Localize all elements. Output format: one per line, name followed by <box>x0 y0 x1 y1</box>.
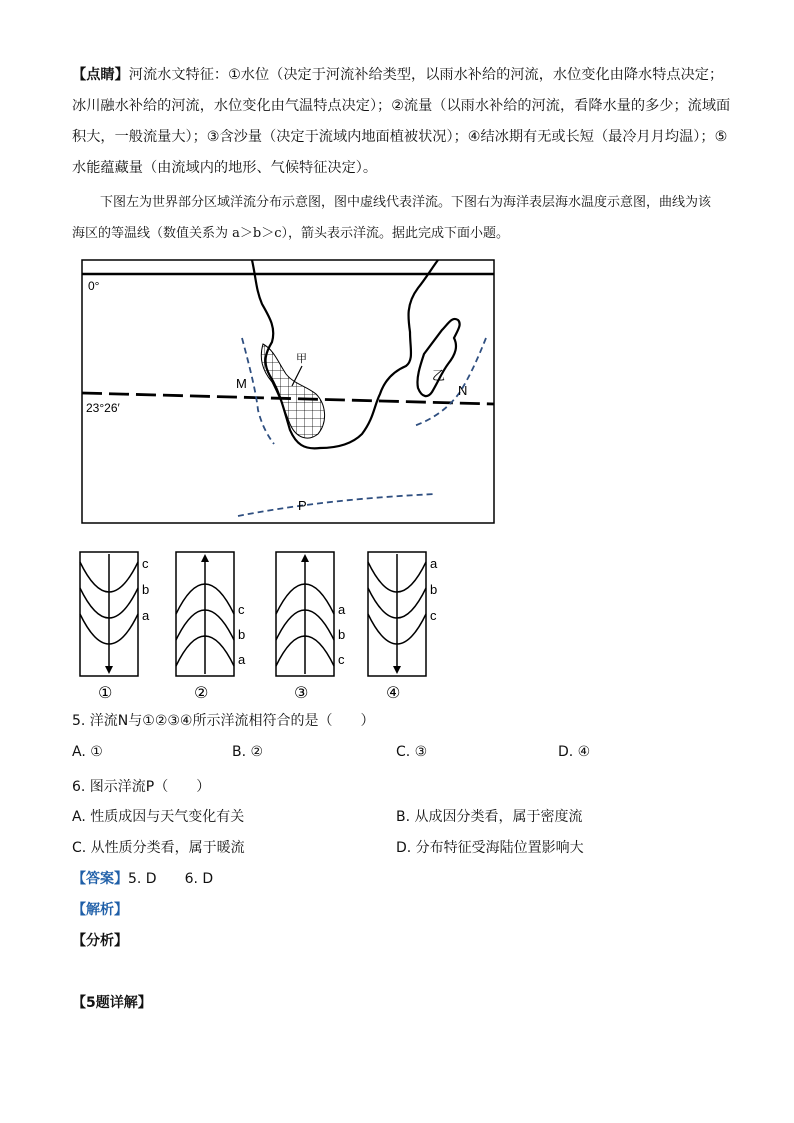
isotherm-panel-4 <box>366 550 456 710</box>
question-5-option-d[interactable]: D. ④ <box>558 744 591 760</box>
isotherm-panels <box>78 550 498 710</box>
question-5-stem: 5. 洋流N与①②③④所示洋流相符合的是（ ） <box>72 713 375 729</box>
panel-1-label-1: c <box>142 556 149 571</box>
label-jia: 甲 <box>296 353 307 365</box>
question-6-stem: 6. 图示洋流P（ ） <box>72 779 211 795</box>
answer-line <box>72 868 213 888</box>
panel-3-label-2: b <box>338 627 346 642</box>
panel-4-label-1: a <box>430 556 438 571</box>
panel-3-label-3: c <box>338 652 345 667</box>
equator-label: 0° <box>88 279 100 293</box>
panel-3-label-1: a <box>338 602 346 617</box>
label-m: M <box>236 376 247 391</box>
panel-2-label-3: a <box>238 652 246 667</box>
question-6-option-a[interactable]: A. 性质成因与天气变化有关 <box>72 809 245 825</box>
question-5-option-a[interactable]: A. ① <box>72 744 103 760</box>
answer-text: 5. D 6. D <box>128 871 214 887</box>
question-5-option-b[interactable]: B. ② <box>232 744 264 760</box>
question-6-option-c[interactable]: C. 从性质分类看，属于暖流 <box>72 840 245 856</box>
panel-3-number: ③ <box>294 685 309 702</box>
answer-tag: 【答案】 <box>72 871 128 887</box>
label-p: P <box>298 498 307 513</box>
question-6-option-b[interactable]: B. 从成因分类看，属于密度流 <box>396 809 583 825</box>
panel-1-label-2: b <box>142 582 150 597</box>
isotherm-panel-1 <box>78 550 168 710</box>
panel-4-label-2: b <box>430 582 438 597</box>
question-6-option-d[interactable]: D. 分布特征受海陆位置影响大 <box>396 840 584 856</box>
panel-4-number: ④ <box>386 685 401 702</box>
panel-1-number: ① <box>98 685 113 702</box>
isotherm-panel-3 <box>274 550 364 710</box>
fenxi-heading: 【分析】 <box>72 933 128 949</box>
panel-2-number: ② <box>194 685 209 702</box>
label-n: N <box>458 383 468 398</box>
ocean-current-map <box>80 258 498 526</box>
question-5-option-c[interactable]: C. ③ <box>396 744 428 760</box>
panel-4-label-3: c <box>430 608 437 623</box>
question-intro <box>72 187 722 249</box>
jiexi-heading: 【解析】 <box>72 902 128 918</box>
dianjing-paragraph <box>72 60 732 184</box>
question-intro-text: 下图左为世界部分区域洋流分布示意图，图中虚线代表洋流。下图右为海洋表层海水温度示意图，曲线为该海区的等温线（数值关系为 a＞b＞c），箭头表示洋流。据此完成下面小题。 <box>72 195 712 241</box>
label-yi: 乙 <box>432 368 446 383</box>
dianjing-text: 河流水文特征：①水位（决定于河流补给类型，以雨水补给的河流，水位变化由降水特点决定；冰川融水补给的河流，水位变化由气温特点决定）；②流量（以雨水补给的河流，看降水量的多少；流域面积大，一般流量大）；③含沙量（决定于流域内地面植被状况）；④结冰期有无或长短（最冷月月均温）；⑤水能蕴藏量（由流域内的地形、气候特征决定）。 <box>72 67 731 176</box>
dianjing-tag: 【点睛】 <box>72 67 129 83</box>
panel-2-label-2: b <box>238 627 246 642</box>
panel-2-label-1: c <box>238 602 245 617</box>
tropic-label: 23°26′ <box>86 401 120 415</box>
detail-5-heading: 【5题详解】 <box>72 995 152 1011</box>
isotherm-panel-2 <box>174 550 264 710</box>
panel-1-label-3: a <box>142 608 150 623</box>
